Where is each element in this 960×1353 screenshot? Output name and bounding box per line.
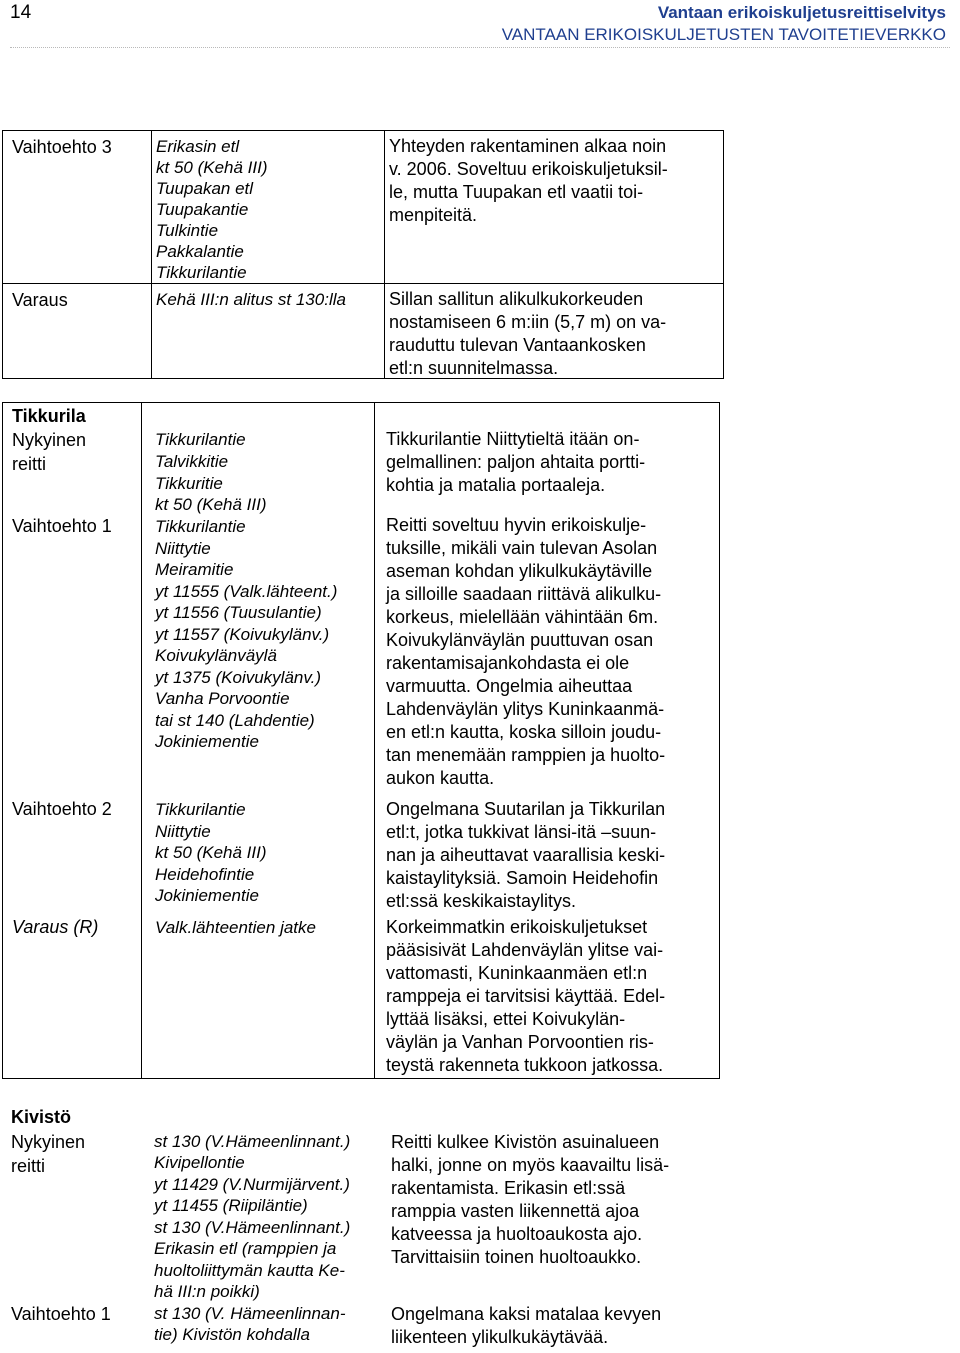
note-line: liikenteen ylikulkukäytävää. [391, 1327, 609, 1347]
road-item: yt 11455 (Riipiläntie) [154, 1196, 308, 1215]
road-item: Heidehofintie [155, 865, 255, 884]
road-item: Tikkurilantie [155, 517, 246, 536]
note-line: aseman kohdan ylikulkukäytäville [386, 561, 653, 581]
road-item: hä III:n poikki) [154, 1282, 260, 1301]
road-item: st 130 (V. Hämeenlinnan- [154, 1304, 346, 1323]
road-item: huoltoliittymän kautta Ke- [154, 1261, 345, 1280]
road-item: Talvikkitie [155, 452, 229, 471]
note-line: Ongelmana Suutarilan ja Tikkurilan [386, 799, 666, 819]
note-line: Korkeimmatkin erikoiskuljetukset [386, 917, 648, 937]
road-item: Erikasin etl (ramppien ja [154, 1239, 337, 1258]
road-item: Jokiniementie [155, 886, 259, 905]
note-line: ja silloille saadaan riittävä alikulku- [386, 584, 662, 604]
tikkurila-roads-cell [142, 403, 375, 1079]
road-item: yt 11429 (V.Nurmijärvent.) [154, 1175, 350, 1194]
note-line: Yhteyden rakentaminen alkaa noin [389, 136, 667, 156]
note-line: pääsisivät Lahdenväylän ylitse vai- [386, 940, 664, 960]
road-item: Tuupakan etl [156, 179, 254, 198]
note-line: etl:t, jotka tukkivat länsi-itä –suun- [386, 822, 657, 842]
note-line: korkeus, mielellään vähintään 6m. [386, 607, 659, 627]
vaihtoehto3-notes-cell [385, 131, 724, 284]
road-item: Tulkintie [156, 221, 219, 240]
road-item: Jokiniementie [155, 732, 259, 751]
header-divider [10, 47, 950, 48]
note-line: en etl:n kautta, koska silloin joudu- [386, 722, 662, 742]
note-line: lyttää lisäksi, ettei Koivukylän- [386, 1009, 626, 1029]
route-table-kivisto [0, 1104, 960, 1353]
tikkurila-label-cell [3, 403, 142, 1079]
road-item: Tikkuritie [155, 474, 223, 493]
vaihtoehto3-label-cell [3, 131, 152, 284]
road-item: kt 50 (Kehä III) [155, 495, 267, 514]
row-label: Nykyinen [11, 1132, 86, 1152]
document-subtitle: VANTAAN ERIKOISKULJETUSTEN TAVOITETIEVERKKO [501, 25, 946, 44]
varaus-label-cell [3, 284, 152, 379]
road-item: st 130 (V.Hämeenlinnant.) [154, 1218, 351, 1237]
road-item: Kehä III:n alitus st 130:lla [156, 290, 346, 309]
varaus-roads-cell [152, 284, 385, 379]
row-label: Varaus [12, 290, 68, 310]
note-line: tan menemään ramppien ja huolto- [386, 745, 666, 765]
document-header [502, 2, 946, 46]
road-item: Erikasin etl [156, 137, 240, 156]
note-line: ramppeja ei tarvitsisi käyttää. Edel- [386, 986, 666, 1006]
vaihtoehto3-roads-cell [152, 131, 385, 284]
note-line: aukon kautta. [386, 768, 495, 788]
note-line: le, mutta Tuupakan etl vaatii toi- [389, 182, 644, 202]
note-line: tuksille, mikäli vain tulevan Asolan [386, 538, 658, 558]
note-line: Tarvittaisiin toinen huoltoaukko. [391, 1247, 642, 1267]
road-item: tie) Kivistön kohdalla [154, 1325, 310, 1344]
note-line: Reitti kulkee Kivistön asuinalueen [391, 1132, 660, 1152]
road-item: kt 50 (Kehä III) [155, 843, 267, 862]
road-item: Pakkalantie [156, 242, 244, 261]
note-line: Reitti soveltuu hyvin erikoiskulje- [386, 515, 647, 535]
note-line: varmuutta. Ongelmia aiheuttaa [386, 676, 633, 696]
road-item: Tikkurilantie [155, 800, 246, 819]
note-line: nan ja aiheuttavat vaarallisia keski- [386, 845, 666, 865]
row-label: Varaus (R) [12, 917, 99, 937]
road-item: Niittytie [155, 539, 211, 558]
road-item: Meiramitie [155, 560, 234, 579]
note-line: vattomasti, Kuninkaanmäen etl:n [386, 963, 648, 983]
road-item: Vanha Porvoontie [155, 689, 290, 708]
road-item: Koivukylänväylä [155, 646, 277, 665]
note-line: rakentamista. Erikasin etl:ssä [391, 1178, 626, 1198]
note-line: v. 2006. Soveltuu erikoiskuljetuksil- [389, 159, 668, 179]
note-line: teystä rakenneta tukkoon jatkossa. [386, 1055, 664, 1075]
note-line: halki, jonne on myös kaavailtu lisä- [391, 1155, 670, 1175]
route-table-block1 [2, 130, 724, 379]
road-item: kt 50 (Kehä III) [156, 158, 268, 177]
note-line: kaistaylityksiä. Samoin Heidehofin [386, 868, 659, 888]
road-item: Niittytie [155, 822, 211, 841]
route-table-tikkurila [2, 402, 720, 1079]
row-label: reitti [12, 454, 47, 474]
row-label: Nykyinen [12, 430, 87, 450]
note-line: Koivukylänväylän puuttuvan osan [386, 630, 654, 650]
row-label: reitti [11, 1156, 46, 1176]
note-line: etl:ssä keskikaistaylitys. [386, 891, 577, 911]
row-label: Vaihtoehto 2 [12, 799, 112, 819]
road-item: Tikkurilantie [155, 430, 246, 449]
note-line: Lahdenväylän ylitys Kuninkaanmä- [386, 699, 665, 719]
row-label: Vaihtoehto 3 [12, 137, 112, 157]
road-item: Valk.lähteentien jatke [155, 918, 316, 937]
row-label: Vaihtoehto 1 [12, 516, 112, 536]
document-title: Vantaan erikoiskuljetusreittiselvitys [657, 3, 946, 22]
road-item: tai st 140 (Lahdentie) [155, 711, 315, 730]
road-item: yt 1375 (Koivukylänv.) [155, 668, 321, 687]
note-line: rakentamisajankohdasta ei ole [386, 653, 630, 673]
section-title: Tikkurila [12, 406, 86, 426]
road-item: Tuupakantie [156, 200, 249, 219]
note-line: etl:n suunnitelmassa. [389, 358, 559, 378]
note-line: Sillan sallitun alikulkukorkeuden [389, 289, 644, 309]
note-line: menpiteitä. [389, 205, 478, 225]
note-line: väylän ja Vanhan Porvoontien ris- [386, 1032, 654, 1052]
row-label: Vaihtoehto 1 [11, 1304, 111, 1324]
road-item: yt 11556 (Tuusulantie) [155, 603, 322, 622]
road-item: st 130 (V.Hämeenlinnant.) [154, 1132, 351, 1151]
road-item: Tikkurilantie [156, 263, 247, 282]
section-title: Kivistö [11, 1107, 72, 1127]
page-number: 14 [10, 2, 32, 23]
tikkurila-notes-cell [375, 403, 720, 1079]
note-line: rauduttu tulevan Vantaankosken [389, 335, 646, 355]
note-line: Ongelmana kaksi matalaa kevyen [391, 1304, 662, 1324]
note-line: kohtia ja matalia portaaleja. [386, 475, 606, 495]
road-item: yt 11557 (Koivukylänv.) [155, 625, 330, 644]
note-line: Tikkurilantie Niittytieltä itään on- [386, 429, 640, 449]
road-item: Kivipellontie [154, 1153, 245, 1172]
note-line: ramppia vasten liikennettä ajoa [391, 1201, 640, 1221]
note-line: nostamiseen 6 m:iin (5,7 m) on va- [389, 312, 667, 332]
varaus-notes-cell [385, 284, 724, 379]
note-line: gelmallinen: paljon ahtaita portti- [386, 452, 646, 472]
road-item: yt 11555 (Valk.lähteent.) [155, 582, 338, 601]
note-line: katveessa ja huoltoaukosta ajo. [391, 1224, 643, 1244]
